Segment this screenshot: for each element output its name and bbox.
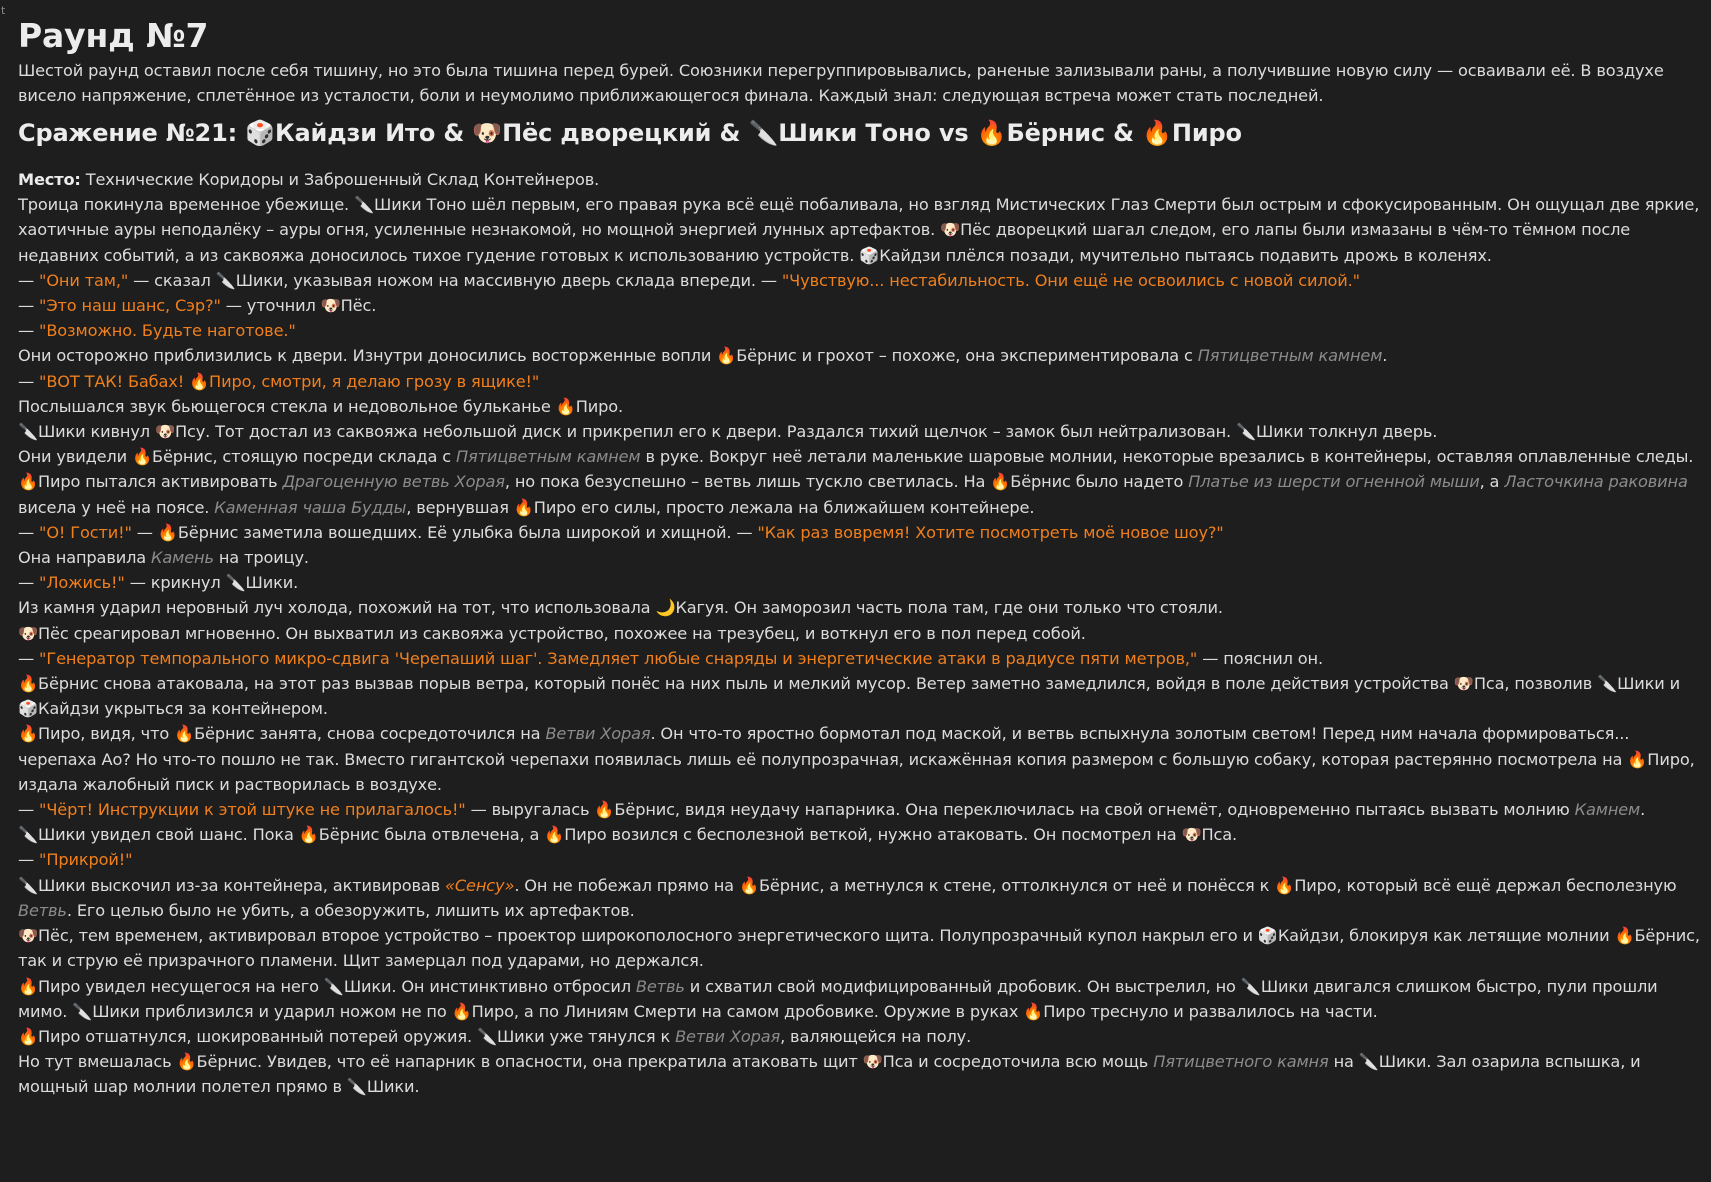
narration-text: 🔪Шики выскочил из-за контейнера, активировав xyxy=(18,875,446,895)
story-paragraph xyxy=(18,847,1700,872)
dialogue-text: "Как раз вовремя! Хотите посмотреть моё новое шоу?" xyxy=(757,522,1224,542)
corner-mark: t xyxy=(1,4,6,17)
story-paragraph xyxy=(18,343,1700,368)
place-label: Место: xyxy=(18,170,81,189)
story-paragraph xyxy=(18,394,1700,419)
story-paragraph xyxy=(18,822,1700,847)
artifact-name: Пятицветным камнем xyxy=(455,447,641,467)
narration-text: . xyxy=(1382,346,1388,366)
page-title: Раунд №7 xyxy=(18,16,209,55)
narration-text: , но пока безуспешно – ветвь лишь тускло светилась. На 🔥Бёрнис было надето xyxy=(504,472,1189,492)
narration-text: . Он что-то яростно бормотал под маской, и ветвь вспыхнула золотым светом! Перед ним начала формироваться... черепаха Ао? Но что-то пошло не так. Вместо гигантской черепахи появилась лишь её полупрозрачная, искажённая копия размером с большую собаку, которая растерянно посмотрела на 🔥Пиро, издала жалобный писк и растворилась в воздухе. xyxy=(18,724,1695,794)
story-paragraph xyxy=(18,1049,1700,1099)
story-paragraph xyxy=(18,192,1700,268)
narration-text: — уточнил 🐶Пёс. xyxy=(220,296,377,316)
story-paragraph xyxy=(18,369,1700,394)
story-paragraph xyxy=(18,923,1700,973)
narration-text: — xyxy=(18,371,40,391)
narration-text: — пояснил он. xyxy=(1197,648,1323,668)
story-paragraph xyxy=(18,721,1700,797)
narration-text: и схватил свой модифицированный дробовик. Он выстрелил, но 🔪Шики двигался слишком быстро, пули прошли мимо. 🔪Шики приблизился и ударил ножом не по 🔥Пиро, а по Линиям Смерти на самом дробовике. Оружие в руках 🔥Пиро треснуло и развалилось на части. xyxy=(18,976,1658,1021)
narration-text: на 🔪Шики. Зал озарила вспышка, и мощный шар молнии полетел прямо в 🔪Шики. xyxy=(18,1052,1641,1097)
story-paragraph xyxy=(18,318,1700,343)
narration-text: 🐶Пёс среагировал мгновенно. Он выхватил из саквояжа устройство, похожее на трезубец, и воткнул его в пол перед собой. xyxy=(18,623,1086,643)
narration-text: — xyxy=(18,270,40,290)
narration-text: — xyxy=(18,296,40,316)
story-paragraph xyxy=(18,268,1700,293)
dialogue-text: "Прикрой!" xyxy=(39,850,133,870)
narration-text: . xyxy=(1640,800,1646,820)
story-paragraph xyxy=(18,671,1700,721)
story-paragraph xyxy=(18,873,1700,923)
narration-text: 🔥Пиро увидел несущегося на него 🔪Шики. Он инстинктивно отбросил xyxy=(18,976,636,996)
artifact-name: Ветвь xyxy=(635,976,685,996)
narration-text: , валяющейся на полу. xyxy=(780,1026,972,1046)
story-paragraph xyxy=(18,595,1700,620)
artifact-name: Ветви Хорая xyxy=(675,1026,781,1046)
artifact-name: Каменная чаша Будды xyxy=(214,497,407,517)
dialogue-text: "Генератор темпорального микро-сдвига 'Черепаший шаг'. Замедляет любые снаряды и энергетические атаки в радиусе пяти метров," xyxy=(39,648,1198,668)
artifact-name: Камнем xyxy=(1574,800,1641,820)
narration-text: — xyxy=(18,648,40,668)
narration-text: — xyxy=(18,321,40,341)
story-paragraph xyxy=(18,545,1700,570)
dialogue-text: "Возможно. Будьте наготове." xyxy=(39,321,296,341)
artifact-name: Платье из шерсти огненной мыши xyxy=(1188,472,1480,492)
dialogue-text: "О! Гости!" xyxy=(39,522,132,542)
narration-text: Послышался звук бьющегося стекла и недовольное бульканье 🔥Пиро. xyxy=(18,396,623,416)
dialogue-text: "Ложись!" xyxy=(39,573,125,593)
narration-text: — xyxy=(18,522,40,542)
dialogue-text: "ВОТ ТАК! Бабах! 🔥Пиро, смотри, я делаю грозу в ящике!" xyxy=(39,371,540,391)
place-line xyxy=(18,167,1700,192)
narration-text: — xyxy=(18,573,40,593)
story-paragraph xyxy=(18,570,1700,595)
story-paragraph xyxy=(18,621,1700,646)
story-paragraph xyxy=(18,646,1700,671)
place-value: Технические Коридоры и Заброшенный Склад Контейнеров. xyxy=(80,170,600,189)
narration-text: висела у неё на поясе. xyxy=(18,497,215,517)
story-paragraph xyxy=(18,293,1700,318)
narration-text: Из камня ударил неровный луч холода, похожий на тот, что использовала 🌙Кагуя. Он заморозил часть пола там, где они только что стояли. xyxy=(18,598,1223,618)
intro-paragraph: Шестой раунд оставил после себя тишину, но это была тишина перед бурей. Союзники перегруппировывались, раненые зализывали раны, а получившие новую силу — осваивали её. В воздухе висело напряжение, сплетённое из усталости, боли и неумолимо приближающегося финала. Каждый знал: следующая встреча может стать последней. xyxy=(18,61,1664,105)
narration-text: в руке. Вокруг неё летали маленькие шаровые молнии, некоторые врезались в контейнеры, оставляя оплавленные следы. 🔥Пиро пытался активировать xyxy=(18,447,1694,492)
narration-text: 🔥Пиро, видя, что 🔥Бёрнис занята, снова сосредоточился на xyxy=(18,724,546,744)
narration-text: Они осторожно приблизились к двери. Изнутри доносились восторженные вопли 🔥Бёрнис и грохот – похоже, она экспериментировала с xyxy=(18,346,1198,366)
narration-text: . Он не побежал прямо на 🔥Бёрнис, а метнулся к стене, оттолкнулся от неё и понёсся к 🔥Пиро, который всё ещё держал бесполезную xyxy=(514,875,1677,895)
artifact-name: «Сенсу» xyxy=(445,875,515,895)
artifact-name: Ветви Хорая xyxy=(545,724,651,744)
narration-text: — 🔥Бёрнис заметила вошедших. Её улыбка была широкой и хищной. — xyxy=(131,522,758,542)
narration-text: 🔥Бёрнис снова атаковала, на этот раз вызвав порыв ветра, который понёс на них пыль и мелкий мусор. Ветер заметно замедлился, войдя в поле действия устройства 🐶Пса, позволив 🔪Шики и 🎲Кайдзи укрыться за контейнером. xyxy=(18,674,1681,719)
narration-text: — выругалась 🔥Бёрнис, видя неудачу напарника. Она переключилась на свой огнемёт, одновременно пытаясь вызвать молнию xyxy=(465,800,1575,820)
artifact-name: Драгоценную ветвь Хорая xyxy=(282,472,505,492)
story-paragraph xyxy=(18,1024,1700,1049)
artifact-name: Ласточкина раковина xyxy=(1504,472,1688,492)
narration-text: 🔥Пиро отшатнулся, шокированный потерей оружия. 🔪Шики уже тянулся к xyxy=(18,1026,676,1046)
artifact-name: Пятицветного камня xyxy=(1153,1052,1329,1072)
story-paragraph xyxy=(18,520,1700,545)
narration-text: — сказал 🔪Шики, указывая ножом на массивную дверь склада впереди. — xyxy=(128,270,782,290)
artifact-name: Ветвь xyxy=(18,900,67,920)
narration-text: 🔪Шики увидел свой шанс. Пока 🔥Бёрнис была отвлечена, а 🔥Пиро возился с бесполезной веткой, нужно атаковать. Он посмотрел на 🐶Пса. xyxy=(18,825,1238,845)
story-body xyxy=(18,192,1700,1099)
narration-text: Она направила xyxy=(18,548,152,568)
artifact-name: Камень xyxy=(151,548,214,568)
story-paragraph xyxy=(18,974,1700,1024)
narration-text: 🐶Пёс, тем временем, активировал второе устройство – проектор широкополосного энергетического щита. Полупрозрачный купол накрыл его и 🎲Кайдзи, блокируя как летящие молнии 🔥Бёрнис, так и струю её призрачного пламени. Щит замерцал под ударами, но держался. xyxy=(18,926,1700,971)
dialogue-text: "Они там," xyxy=(39,270,129,290)
dialogue-text: "Чувствую... нестабильность. Они ещё не освоились с новой силой." xyxy=(781,270,1360,290)
battle-title: Сражение №21: 🎲Кайдзи Ито & 🐶Пёс дворецкий & 🔪Шики Тоно vs 🔥Бёрнис & 🔥Пиро xyxy=(18,119,1242,147)
narration-text: на троицу. xyxy=(213,548,309,568)
dialogue-text: "Это наш шанс, Сэр?" xyxy=(39,296,221,316)
narration-text: Троица покинула временное убежище. 🔪Шики Тоно шёл первым, его правая рука всё ещё побаливала, но взгляд Мистических Глаз Смерти был острым и сфокусированным. Он ощущал две яркие, хаотичные ауры неподалёку – ауры огня, усиленные незнакомой, но мощной энергией лунных артефактов. 🐶Пёс дворецкий шагал следом, его лапы были измазаны в чём-то тёмном после недавних событий, а из саквояжа доносилось тихое гудение готовых к использованию устройств. 🎲Кайдзи плёлся позади, мучительно пытаясь подавить дрожь в коленях. xyxy=(18,195,1700,265)
story-paragraph xyxy=(18,419,1700,444)
narration-text: , вернувшая 🔥Пиро его силы, просто лежала на ближайшем контейнере. xyxy=(406,497,1035,517)
narration-text: — крикнул 🔪Шики. xyxy=(124,573,299,593)
narration-text: — xyxy=(18,800,40,820)
narration-text: Но тут вмешалась 🔥Бёрнис. Увидев, что её напарник в опасности, она прекратила атаковать щит 🐶Пса и сосредоточила всю мощь xyxy=(18,1052,1154,1072)
narration-text: , а xyxy=(1479,472,1505,492)
story-paragraph xyxy=(18,444,1700,520)
narration-text: . Его целью было не убить, а обезоружить, лишить их артефактов. xyxy=(66,900,635,920)
narration-text: — xyxy=(18,850,40,870)
narration-text: 🔪Шики кивнул 🐶Псу. Тот достал из саквояжа небольшой диск и прикрепил его к двери. Раздался тихий щелчок – замок был нейтрализован. 🔪Шики толкнул дверь. xyxy=(18,422,1438,442)
story-paragraph xyxy=(18,797,1700,822)
narration-text: Они увидели 🔥Бёрнис, стоящую посреди склада с xyxy=(18,447,456,467)
dialogue-text: "Чёрт! Инструкции к этой штуке не прилагалось!" xyxy=(39,800,466,820)
artifact-name: Пятицветным камнем xyxy=(1197,346,1383,366)
story-page xyxy=(18,14,1700,1100)
